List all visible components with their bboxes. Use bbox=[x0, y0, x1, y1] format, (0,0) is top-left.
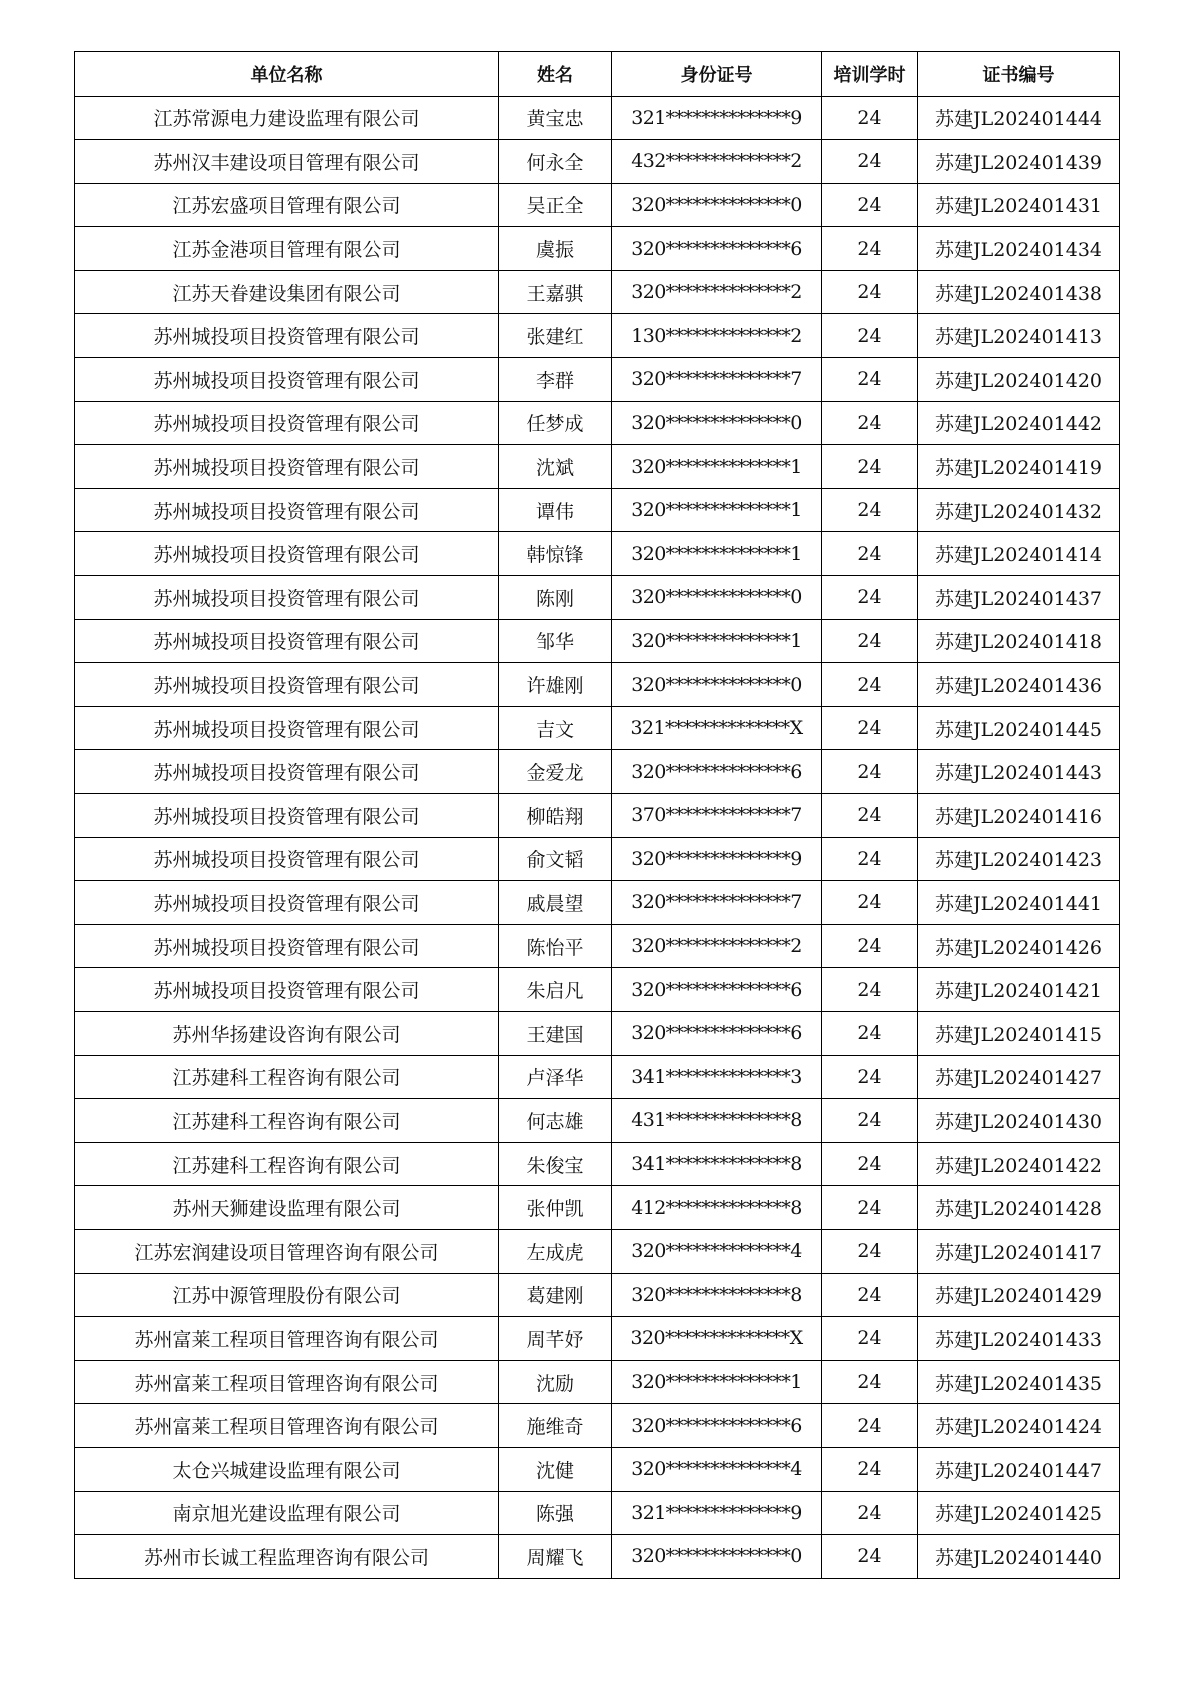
certificate-number-cell: 苏建JL202401436 bbox=[918, 663, 1120, 707]
header-company: 单位名称 bbox=[75, 52, 499, 97]
table-row bbox=[75, 1011, 1120, 1055]
name-cell: 王建国 bbox=[499, 1011, 612, 1055]
name-cell: 柳皓翔 bbox=[499, 794, 612, 838]
table-row bbox=[75, 1491, 1120, 1535]
company-cell: 太仓兴城建设监理有限公司 bbox=[75, 1447, 499, 1491]
training-hours-cell: 24 bbox=[822, 401, 918, 445]
company-cell: 苏州城投项目投资管理有限公司 bbox=[75, 358, 499, 402]
id-number-cell: 321**************9 bbox=[612, 96, 822, 140]
id-number-cell: 320**************X bbox=[612, 1317, 822, 1361]
certificate-number-cell: 苏建JL202401443 bbox=[918, 750, 1120, 794]
certificate-number-cell: 苏建JL202401418 bbox=[918, 619, 1120, 663]
name-cell: 许雄刚 bbox=[499, 663, 612, 707]
company-cell: 苏州城投项目投资管理有限公司 bbox=[75, 488, 499, 532]
table-row bbox=[75, 1360, 1120, 1404]
certificate-number-cell: 苏建JL202401440 bbox=[918, 1535, 1120, 1579]
certificate-number-cell: 苏建JL202401439 bbox=[918, 140, 1120, 184]
company-cell: 苏州城投项目投资管理有限公司 bbox=[75, 794, 499, 838]
certificate-number-cell: 苏建JL202401416 bbox=[918, 794, 1120, 838]
training-hours-cell: 24 bbox=[822, 1273, 918, 1317]
certificate-number-cell: 苏建JL202401427 bbox=[918, 1055, 1120, 1099]
training-hours-cell: 24 bbox=[822, 1011, 918, 1055]
name-cell: 沈健 bbox=[499, 1447, 612, 1491]
id-number-cell: 320**************4 bbox=[612, 1447, 822, 1491]
name-cell: 葛建刚 bbox=[499, 1273, 612, 1317]
name-cell: 朱俊宝 bbox=[499, 1142, 612, 1186]
name-cell: 吴正全 bbox=[499, 183, 612, 227]
id-number-cell: 320**************1 bbox=[612, 445, 822, 489]
training-hours-cell: 24 bbox=[822, 837, 918, 881]
id-number-cell: 320**************6 bbox=[612, 227, 822, 271]
table-row bbox=[75, 576, 1120, 620]
roster-sheet bbox=[74, 51, 1120, 1579]
name-cell: 金爱龙 bbox=[499, 750, 612, 794]
table-row bbox=[75, 1099, 1120, 1143]
name-cell: 邹华 bbox=[499, 619, 612, 663]
id-number-cell: 320**************8 bbox=[612, 1273, 822, 1317]
company-cell: 苏州富莱工程项目管理咨询有限公司 bbox=[75, 1317, 499, 1361]
certificate-number-cell: 苏建JL202401432 bbox=[918, 488, 1120, 532]
table-row bbox=[75, 183, 1120, 227]
certificate-number-cell: 苏建JL202401423 bbox=[918, 837, 1120, 881]
name-cell: 朱启凡 bbox=[499, 968, 612, 1012]
training-hours-cell: 24 bbox=[822, 1404, 918, 1448]
id-number-cell: 320**************0 bbox=[612, 576, 822, 620]
table-row bbox=[75, 1535, 1120, 1579]
name-cell: 俞文韬 bbox=[499, 837, 612, 881]
name-cell: 陈刚 bbox=[499, 576, 612, 620]
training-hours-cell: 24 bbox=[822, 576, 918, 620]
company-cell: 苏州城投项目投资管理有限公司 bbox=[75, 706, 499, 750]
training-hours-cell: 24 bbox=[822, 794, 918, 838]
table-row bbox=[75, 488, 1120, 532]
table-row bbox=[75, 314, 1120, 358]
table-row bbox=[75, 968, 1120, 1012]
company-cell: 苏州城投项目投资管理有限公司 bbox=[75, 750, 499, 794]
training-hours-cell: 24 bbox=[822, 358, 918, 402]
table-row bbox=[75, 358, 1120, 402]
training-hours-cell: 24 bbox=[822, 1317, 918, 1361]
training-hours-cell: 24 bbox=[822, 532, 918, 576]
certificate-number-cell: 苏建JL202401424 bbox=[918, 1404, 1120, 1448]
certificate-number-cell: 苏建JL202401434 bbox=[918, 227, 1120, 271]
table-row bbox=[75, 1447, 1120, 1491]
table-row bbox=[75, 1404, 1120, 1448]
certificate-number-cell: 苏建JL202401441 bbox=[918, 881, 1120, 925]
training-hours-cell: 24 bbox=[822, 488, 918, 532]
company-cell: 苏州富莱工程项目管理咨询有限公司 bbox=[75, 1404, 499, 1448]
name-cell: 何永全 bbox=[499, 140, 612, 184]
certificate-number-cell: 苏建JL202401435 bbox=[918, 1360, 1120, 1404]
name-cell: 沈励 bbox=[499, 1360, 612, 1404]
company-cell: 苏州城投项目投资管理有限公司 bbox=[75, 968, 499, 1012]
table-row bbox=[75, 140, 1120, 184]
certificate-number-cell: 苏建JL202401445 bbox=[918, 706, 1120, 750]
table-row bbox=[75, 227, 1120, 271]
header-training-hours: 培训学时 bbox=[822, 52, 918, 97]
id-number-cell: 320**************0 bbox=[612, 401, 822, 445]
id-number-cell: 320**************6 bbox=[612, 968, 822, 1012]
id-number-cell: 320**************4 bbox=[612, 1229, 822, 1273]
certificate-number-cell: 苏建JL202401438 bbox=[918, 270, 1120, 314]
table-row bbox=[75, 532, 1120, 576]
certificate-number-cell: 苏建JL202401426 bbox=[918, 924, 1120, 968]
table-row bbox=[75, 837, 1120, 881]
name-cell: 施维奇 bbox=[499, 1404, 612, 1448]
id-number-cell: 320**************1 bbox=[612, 488, 822, 532]
certificate-number-cell: 苏建JL202401417 bbox=[918, 1229, 1120, 1273]
company-cell: 苏州城投项目投资管理有限公司 bbox=[75, 532, 499, 576]
table-row bbox=[75, 924, 1120, 968]
name-cell: 虞振 bbox=[499, 227, 612, 271]
training-hours-cell: 24 bbox=[822, 1535, 918, 1579]
table-row bbox=[75, 619, 1120, 663]
company-cell: 苏州城投项目投资管理有限公司 bbox=[75, 445, 499, 489]
certificate-number-cell: 苏建JL202401428 bbox=[918, 1186, 1120, 1230]
id-number-cell: 341**************8 bbox=[612, 1142, 822, 1186]
training-hours-cell: 24 bbox=[822, 881, 918, 925]
training-hours-cell: 24 bbox=[822, 750, 918, 794]
company-cell: 苏州城投项目投资管理有限公司 bbox=[75, 924, 499, 968]
certificate-number-cell: 苏建JL202401421 bbox=[918, 968, 1120, 1012]
company-cell: 江苏常源电力建设监理有限公司 bbox=[75, 96, 499, 140]
id-number-cell: 320**************6 bbox=[612, 750, 822, 794]
training-hours-cell: 24 bbox=[822, 1360, 918, 1404]
training-roster-table bbox=[74, 51, 1120, 1579]
name-cell: 周芊妤 bbox=[499, 1317, 612, 1361]
table-row bbox=[75, 96, 1120, 140]
training-hours-cell: 24 bbox=[822, 314, 918, 358]
id-number-cell: 320**************6 bbox=[612, 1011, 822, 1055]
company-cell: 苏州城投项目投资管理有限公司 bbox=[75, 619, 499, 663]
name-cell: 李群 bbox=[499, 358, 612, 402]
training-hours-cell: 24 bbox=[822, 183, 918, 227]
certificate-number-cell: 苏建JL202401430 bbox=[918, 1099, 1120, 1143]
name-cell: 吉文 bbox=[499, 706, 612, 750]
id-number-cell: 320**************0 bbox=[612, 183, 822, 227]
certificate-number-cell: 苏建JL202401442 bbox=[918, 401, 1120, 445]
training-hours-cell: 24 bbox=[822, 96, 918, 140]
company-cell: 苏州城投项目投资管理有限公司 bbox=[75, 663, 499, 707]
table-row bbox=[75, 1186, 1120, 1230]
id-number-cell: 370**************7 bbox=[612, 794, 822, 838]
name-cell: 张建红 bbox=[499, 314, 612, 358]
table-row bbox=[75, 401, 1120, 445]
id-number-cell: 320**************1 bbox=[612, 1360, 822, 1404]
name-cell: 陈强 bbox=[499, 1491, 612, 1535]
id-number-cell: 320**************0 bbox=[612, 663, 822, 707]
table-row bbox=[75, 1229, 1120, 1273]
training-hours-cell: 24 bbox=[822, 1447, 918, 1491]
table-row bbox=[75, 706, 1120, 750]
name-cell: 戚晨望 bbox=[499, 881, 612, 925]
table-row bbox=[75, 270, 1120, 314]
company-cell: 苏州市长诚工程监理咨询有限公司 bbox=[75, 1535, 499, 1579]
id-number-cell: 320**************1 bbox=[612, 532, 822, 576]
roster-body bbox=[75, 96, 1120, 1578]
certificate-number-cell: 苏建JL202401413 bbox=[918, 314, 1120, 358]
training-hours-cell: 24 bbox=[822, 140, 918, 184]
id-number-cell: 412**************8 bbox=[612, 1186, 822, 1230]
name-cell: 陈怡平 bbox=[499, 924, 612, 968]
id-number-cell: 341**************3 bbox=[612, 1055, 822, 1099]
header-name: 姓名 bbox=[499, 52, 612, 97]
name-cell: 任梦成 bbox=[499, 401, 612, 445]
header-certificate-number: 证书编号 bbox=[918, 52, 1120, 97]
company-cell: 南京旭光建设监理有限公司 bbox=[75, 1491, 499, 1535]
table-row bbox=[75, 663, 1120, 707]
company-cell: 江苏建科工程咨询有限公司 bbox=[75, 1099, 499, 1143]
company-cell: 苏州华扬建设咨询有限公司 bbox=[75, 1011, 499, 1055]
company-cell: 江苏宏润建设项目管理咨询有限公司 bbox=[75, 1229, 499, 1273]
certificate-number-cell: 苏建JL202401433 bbox=[918, 1317, 1120, 1361]
name-cell: 何志雄 bbox=[499, 1099, 612, 1143]
id-number-cell: 320**************7 bbox=[612, 358, 822, 402]
training-hours-cell: 24 bbox=[822, 1491, 918, 1535]
certificate-number-cell: 苏建JL202401415 bbox=[918, 1011, 1120, 1055]
company-cell: 苏州城投项目投资管理有限公司 bbox=[75, 401, 499, 445]
training-hours-cell: 24 bbox=[822, 706, 918, 750]
company-cell: 江苏宏盛项目管理有限公司 bbox=[75, 183, 499, 227]
company-cell: 江苏建科工程咨询有限公司 bbox=[75, 1142, 499, 1186]
certificate-number-cell: 苏建JL202401429 bbox=[918, 1273, 1120, 1317]
training-hours-cell: 24 bbox=[822, 619, 918, 663]
id-number-cell: 432**************2 bbox=[612, 140, 822, 184]
company-cell: 江苏天眷建设集团有限公司 bbox=[75, 270, 499, 314]
id-number-cell: 320**************7 bbox=[612, 881, 822, 925]
certificate-number-cell: 苏建JL202401420 bbox=[918, 358, 1120, 402]
certificate-number-cell: 苏建JL202401425 bbox=[918, 1491, 1120, 1535]
certificate-number-cell: 苏建JL202401414 bbox=[918, 532, 1120, 576]
certificate-number-cell: 苏建JL202401437 bbox=[918, 576, 1120, 620]
training-hours-cell: 24 bbox=[822, 270, 918, 314]
training-hours-cell: 24 bbox=[822, 1055, 918, 1099]
name-cell: 王嘉骐 bbox=[499, 270, 612, 314]
company-cell: 苏州城投项目投资管理有限公司 bbox=[75, 576, 499, 620]
name-cell: 左成虎 bbox=[499, 1229, 612, 1273]
name-cell: 韩惊锋 bbox=[499, 532, 612, 576]
id-number-cell: 320**************2 bbox=[612, 270, 822, 314]
company-cell: 江苏中源管理股份有限公司 bbox=[75, 1273, 499, 1317]
table-row bbox=[75, 1142, 1120, 1186]
company-cell: 苏州汉丰建设项目管理有限公司 bbox=[75, 140, 499, 184]
header-row bbox=[75, 52, 1120, 97]
id-number-cell: 320**************1 bbox=[612, 619, 822, 663]
training-hours-cell: 24 bbox=[822, 445, 918, 489]
name-cell: 黄宝忠 bbox=[499, 96, 612, 140]
table-row bbox=[75, 881, 1120, 925]
certificate-number-cell: 苏建JL202401422 bbox=[918, 1142, 1120, 1186]
id-number-cell: 320**************9 bbox=[612, 837, 822, 881]
table-row bbox=[75, 794, 1120, 838]
id-number-cell: 321**************X bbox=[612, 706, 822, 750]
company-cell: 江苏金港项目管理有限公司 bbox=[75, 227, 499, 271]
certificate-number-cell: 苏建JL202401444 bbox=[918, 96, 1120, 140]
id-number-cell: 431**************8 bbox=[612, 1099, 822, 1143]
id-number-cell: 320**************6 bbox=[612, 1404, 822, 1448]
training-hours-cell: 24 bbox=[822, 968, 918, 1012]
id-number-cell: 320**************2 bbox=[612, 924, 822, 968]
id-number-cell: 320**************0 bbox=[612, 1535, 822, 1579]
name-cell: 沈斌 bbox=[499, 445, 612, 489]
training-hours-cell: 24 bbox=[822, 924, 918, 968]
table-row bbox=[75, 1317, 1120, 1361]
table-row bbox=[75, 445, 1120, 489]
name-cell: 卢泽华 bbox=[499, 1055, 612, 1099]
company-cell: 苏州城投项目投资管理有限公司 bbox=[75, 837, 499, 881]
id-number-cell: 130**************2 bbox=[612, 314, 822, 358]
company-cell: 苏州天狮建设监理有限公司 bbox=[75, 1186, 499, 1230]
training-hours-cell: 24 bbox=[822, 1142, 918, 1186]
training-hours-cell: 24 bbox=[822, 1229, 918, 1273]
header-id-number: 身份证号 bbox=[612, 52, 822, 97]
name-cell: 谭伟 bbox=[499, 488, 612, 532]
company-cell: 苏州城投项目投资管理有限公司 bbox=[75, 314, 499, 358]
id-number-cell: 321**************9 bbox=[612, 1491, 822, 1535]
training-hours-cell: 24 bbox=[822, 663, 918, 707]
training-hours-cell: 24 bbox=[822, 1099, 918, 1143]
table-row bbox=[75, 1055, 1120, 1099]
company-cell: 苏州富莱工程项目管理咨询有限公司 bbox=[75, 1360, 499, 1404]
training-hours-cell: 24 bbox=[822, 227, 918, 271]
certificate-number-cell: 苏建JL202401419 bbox=[918, 445, 1120, 489]
name-cell: 张仲凯 bbox=[499, 1186, 612, 1230]
company-cell: 苏州城投项目投资管理有限公司 bbox=[75, 881, 499, 925]
table-row bbox=[75, 1273, 1120, 1317]
name-cell: 周耀飞 bbox=[499, 1535, 612, 1579]
company-cell: 江苏建科工程咨询有限公司 bbox=[75, 1055, 499, 1099]
certificate-number-cell: 苏建JL202401431 bbox=[918, 183, 1120, 227]
table-row bbox=[75, 750, 1120, 794]
certificate-number-cell: 苏建JL202401447 bbox=[918, 1447, 1120, 1491]
training-hours-cell: 24 bbox=[822, 1186, 918, 1230]
